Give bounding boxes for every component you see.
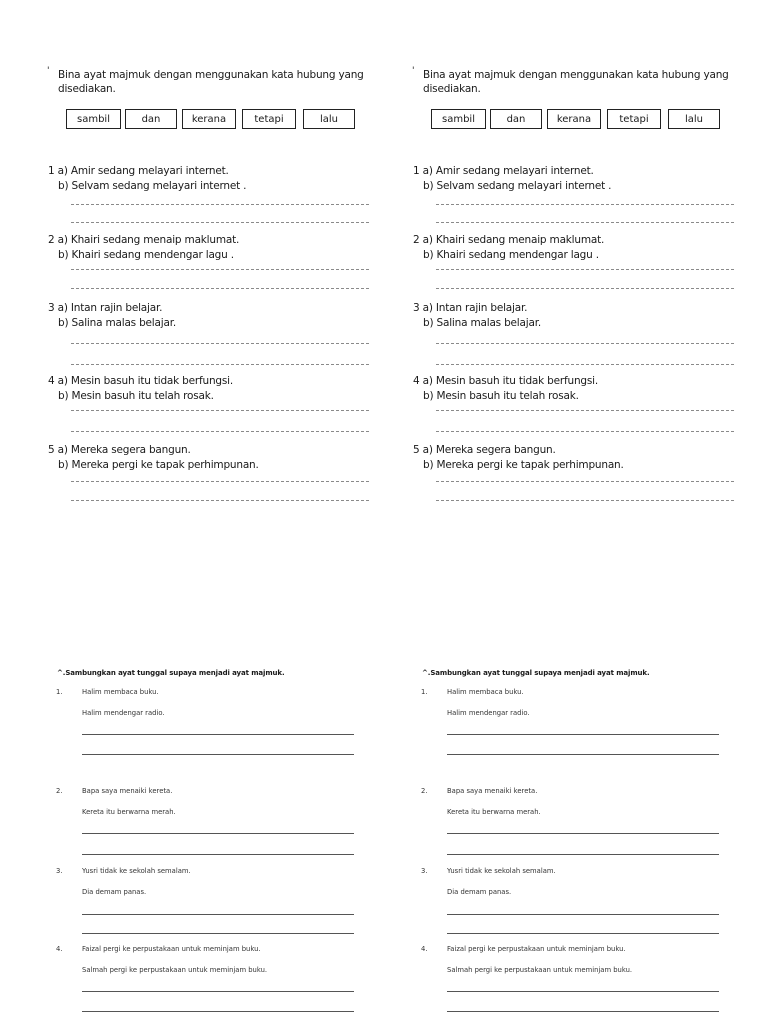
answer-line[interactable] (71, 410, 369, 411)
top-worksheet-right (410, 62, 740, 512)
sentence-a: 2 a) Khairi sedang menaip maklumat. (48, 234, 240, 246)
answer-line[interactable] (436, 481, 734, 482)
connector-box: dan (125, 109, 177, 129)
sentence-one: Yusri tidak ke sekolah semalam. (447, 867, 556, 875)
connector-box: tetapi (607, 109, 661, 129)
question-number: 4. (56, 945, 63, 953)
answer-line[interactable] (447, 991, 719, 992)
answer-line[interactable] (436, 204, 734, 205)
sentence-b: b) Khairi sedang mendengar lagu . (58, 249, 234, 261)
answer-line[interactable] (447, 833, 719, 834)
sentence-one: Bapa saya menaiki kereta. (447, 787, 538, 795)
answer-line[interactable] (447, 854, 719, 855)
question-number: 3. (56, 867, 63, 875)
instruction-text: Bina ayat majmuk dengan menggunakan kata hubung yang disediakan. (58, 69, 364, 95)
answer-line[interactable] (436, 222, 734, 223)
answer-line[interactable] (82, 854, 354, 855)
instruction-text: ^.Sambungkan ayat tunggal supaya menjadi ayat majmuk. (57, 669, 285, 677)
answer-line[interactable] (71, 343, 369, 344)
sentence-two: Salmah pergi ke perpustakaan untuk meminjam buku. (447, 966, 633, 974)
sentence-one: Bapa saya menaiki kereta. (82, 787, 173, 795)
answer-line[interactable] (436, 364, 734, 365)
instruction-text: Bina ayat majmuk dengan menggunakan kata hubung yang disediakan. (423, 69, 729, 95)
question-number: 2. (56, 787, 63, 795)
sentence-two: Kereta itu berwarna merah. (82, 808, 176, 816)
answer-line[interactable] (447, 933, 719, 934)
sentence-b: b) Mereka pergi ke tapak perhimpunan. (58, 459, 259, 471)
answer-line[interactable] (71, 364, 369, 365)
sentence-one: Yusri tidak ke sekolah semalam. (82, 867, 191, 875)
sentence-two: Dia demam panas. (447, 888, 512, 896)
answer-line[interactable] (436, 343, 734, 344)
answer-line[interactable] (71, 500, 369, 501)
sentence-a: 1 a) Amir sedang melayari internet. (48, 165, 229, 177)
answer-line[interactable] (71, 204, 369, 205)
sentence-a: 1 a) Amir sedang melayari internet. (413, 165, 594, 177)
connector-box: kerana (547, 109, 601, 129)
sentence-two: Halim mendengar radio. (447, 709, 530, 717)
sentence-b: b) Khairi sedang mendengar lagu . (423, 249, 599, 261)
bullet-mark: ' (412, 66, 415, 76)
connector-word-boxes (431, 109, 731, 131)
bottom-worksheet-left (45, 663, 375, 1024)
sentence-one: Halim membaca buku. (82, 688, 159, 696)
top-worksheet-left (45, 62, 375, 512)
question-number: 3. (421, 867, 428, 875)
sentence-a: 2 a) Khairi sedang menaip maklumat. (413, 234, 605, 246)
connector-box: dan (490, 109, 542, 129)
sentence-a: 4 a) Mesin basuh itu tidak berfungsi. (413, 375, 599, 387)
answer-line[interactable] (82, 933, 354, 934)
sentence-a: 5 a) Mereka segera bangun. (48, 444, 191, 456)
sentence-a: 4 a) Mesin basuh itu tidak berfungsi. (48, 375, 234, 387)
connector-box: kerana (182, 109, 236, 129)
sentence-two: Halim mendengar radio. (82, 709, 165, 717)
answer-line[interactable] (71, 431, 369, 432)
question-number: 2. (421, 787, 428, 795)
connector-word-boxes (66, 109, 366, 131)
answer-line[interactable] (71, 288, 369, 289)
sentence-one: Halim membaca buku. (447, 688, 524, 696)
answer-line[interactable] (71, 481, 369, 482)
connector-box: lalu (668, 109, 720, 129)
answer-line[interactable] (82, 833, 354, 834)
sentence-b: b) Mesin basuh itu telah rosak. (58, 390, 214, 402)
answer-line[interactable] (436, 500, 734, 501)
answer-line[interactable] (436, 269, 734, 270)
connector-box: lalu (303, 109, 355, 129)
answer-line[interactable] (447, 734, 719, 735)
answer-line[interactable] (436, 410, 734, 411)
sentence-two: Dia demam panas. (82, 888, 147, 896)
sentence-b: b) Salina malas belajar. (58, 317, 177, 329)
sentence-b: b) Salina malas belajar. (423, 317, 542, 329)
answer-line[interactable] (436, 431, 734, 432)
sentence-two: Salmah pergi ke perpustakaan untuk meminjam buku. (82, 966, 268, 974)
answer-line[interactable] (447, 1011, 719, 1012)
question-number: 1. (56, 688, 63, 696)
answer-line[interactable] (82, 914, 354, 915)
question-number: 4. (421, 945, 428, 953)
sentence-two: Kereta itu berwarna merah. (447, 808, 541, 816)
sentence-one: Faizal pergi ke perpustakaan untuk meminjam buku. (82, 945, 261, 953)
answer-line[interactable] (82, 991, 354, 992)
answer-line[interactable] (82, 1011, 354, 1012)
connector-box: sambil (431, 109, 486, 129)
connector-box: sambil (66, 109, 121, 129)
bullet-mark: ' (47, 66, 50, 76)
bottom-worksheet-right (410, 663, 740, 1024)
answer-line[interactable] (82, 734, 354, 735)
answer-line[interactable] (447, 754, 719, 755)
answer-line[interactable] (436, 288, 734, 289)
sentence-b: b) Selvam sedang melayari internet . (423, 180, 612, 192)
connector-box: tetapi (242, 109, 296, 129)
question-number: 1. (421, 688, 428, 696)
sentence-a: 5 a) Mereka segera bangun. (413, 444, 556, 456)
sentence-b: b) Selvam sedang melayari internet . (58, 180, 247, 192)
sentence-a: 3 a) Intan rajin belajar. (48, 302, 163, 314)
sentence-one: Faizal pergi ke perpustakaan untuk meminjam buku. (447, 945, 626, 953)
answer-line[interactable] (82, 754, 354, 755)
instruction-text: ^.Sambungkan ayat tunggal supaya menjadi ayat majmuk. (422, 669, 650, 677)
sentence-a: 3 a) Intan rajin belajar. (413, 302, 528, 314)
answer-line[interactable] (71, 222, 369, 223)
sentence-b: b) Mesin basuh itu telah rosak. (423, 390, 579, 402)
answer-line[interactable] (447, 914, 719, 915)
answer-line[interactable] (71, 269, 369, 270)
sentence-b: b) Mereka pergi ke tapak perhimpunan. (423, 459, 624, 471)
